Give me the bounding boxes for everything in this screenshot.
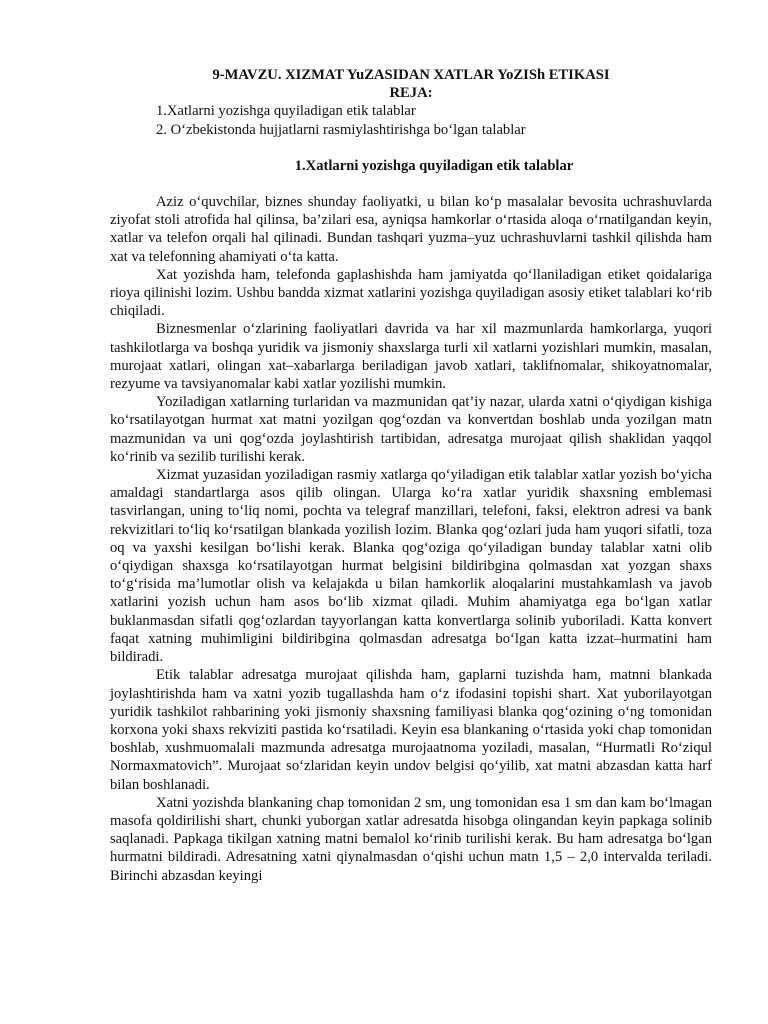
paragraph: Biznesmenlar o‘zlarining faoliyatlari davrida va har xil mazmunlarda hamkorlarga, yuqori tashkilotlarga va boshqa yuridik va jismoniy shaxslarga turli xil xatlarni yozishlari mumkin, masalan, murojaat xatlari, olingan xat–xabarlarga beriladigan javob xatlari, taklifnomalar, shikoyatnomalar, rezyume va tavsiyanomalar kabi xatlar yozilishi mumkin. <box>110 321 712 393</box>
paragraph: Xizmat yuzasidan yoziladigan rasmiy xatlarga qo‘yiladigan etik talablar xatlar yozish bo‘yicha amaldagi standartlarga asos qilib olingan. Ularga ko‘ra xatlar yuridik shaxsning emblemasi tasvirlangan, uning to‘liq nomi, pochta va telegraf manzillari, telefoni, faksi, elektron adresi va bank rekvizitlari to‘liq ko‘rsatilgan blankada yozilish lozim. Blanka qog‘ozlari juda ham yuqori sifatli, toza oq va yaxshi kesilgan bo‘lishi kerak. Blanka qog‘oziga qo‘yiladigan bunday talablar xatni olib o‘qiydigan shaxsga ko‘rsatilayotgan hurmat belgisini bildiribgina qolmasdan xat yozgan shaxs to‘g‘risida ma’lumotlar olish va kelajakda u bilan hamkorlik aloqalarini mustahkamlash va javob xatlarini yozish uchun ham asos bo‘lib xizmat qiladi. Muhim ahamiyatga ega bo‘lgan xatlar buklanmasdan sifatli qog‘ozlardan tayyorlangan katta konvertlarga solinib yuboriladi. Katta konvert faqat xatning muhimligini bildiribgina qolmasdan adresatga bo‘lgan katta izzat–hurmatini ham bildiradi. <box>110 467 712 666</box>
plan-label: REJA: <box>389 85 433 102</box>
plan-item: 2. O‘zbekistonda hujjatlarni rasmiylashtirishga bo‘lgan talablar <box>156 121 526 138</box>
paragraph: Yoziladigan xatlarning turlaridan va mazmunidan qat’iy nazar, ularda xatni o‘qiydigan kishiga ko‘rsatilayotgan hurmat xat matni yozilgan qog‘ozdan va konvertdan boshlab unda yozilgan matn mazmunidan va uni qog‘ozda joylashtirish tartibidan, adresatga murojaat qilish shaklidan yaqqol ko‘rinib va sezilib turilishi kerak. <box>110 394 712 465</box>
document-page <box>110 66 712 885</box>
paragraph: Aziz o‘quvchilar, biznes shunday faoliyatki, u bilan ko‘p masalalar bevosita uchrashuvlarda ziyofat stoli atrofida hal qilinsa, ba’zilari esa, ayniqsa hamkorlar o‘rtasida aloqa o‘rnatilgandan keyin, xatlar va telefon orqali hal qilinadi. Bundan tashqari yuzma–yuz uchrashuvlarni tashkil qilishda ham xat va telefonning ahamiyati o‘ta katta. <box>110 194 712 265</box>
paragraph: Xatni yozishda blankaning chap tomonidan 2 sm, ung tomonidan esa 1 sm dan kam bo‘lmagan masofa qoldirilishi shart, chunki yuborgan xatlar adresatda hisobga olingandan keyin papkaga solinib saqlanadi. Papkaga tikilgan xatning matni bemalol ko‘rinib turilishi kerak. Bu ham adresatga bo‘lgan hurmatni bildiradi. Adresatning xatni qiynalmasdan o‘qishi uchun matn 1,5 – 2,0 intervalda teriladi. Birinchi abzasdan keyingi <box>110 794 712 884</box>
plan-list <box>110 102 712 138</box>
paragraph: Etik talablar adresatga murojaat qilishda ham, gaplarni tuzishda ham, matnni blankada joylashtirishda ham va xatni yozib tugallashda ham o‘z ifodasini topishi shart. Xat yuborilayotgan yuridik tashkilot rahbarining yoki jismoniy shaxsning familiyasi blanka qog‘ozining o‘ng tomonidan korxona yoki shaxs rekviziti pastida ko‘rsatiladi. Keyin esa blankaning o‘rtasida yoki chap tomonidan boshlab, xushmuomalali mazmunda adresatga murojaatnoma yoziladi, masalan, “Hurmatli Ro‘ziqul Normaxmatovich”. Murojaat so‘zlaridan keyin undov belgisi qo‘yilib, xat matni abzasdan katta harf bilan boshlanadi. <box>110 667 712 793</box>
document-title: 9-MAVZU. XIZMAT YuZASIDAN XATLAR YoZISh ETIKASI <box>212 67 610 83</box>
plan-item: 1.Xatlarni yozishga quyiladigan etik talablar <box>156 103 416 120</box>
paragraph: Xat yozishda ham, telefonda gaplashishda ham jamiyatda qo‘llaniladigan etiket qoidalariga rioya qilinishi lozim. Ushbu bandda xizmat xatlarini yozishga quyiladigan asosiy etiket talablari ko‘rib chiqiladi. <box>110 266 712 320</box>
section-heading: 1.Xatlarni yozishga quyiladigan etik talablar <box>294 157 574 174</box>
